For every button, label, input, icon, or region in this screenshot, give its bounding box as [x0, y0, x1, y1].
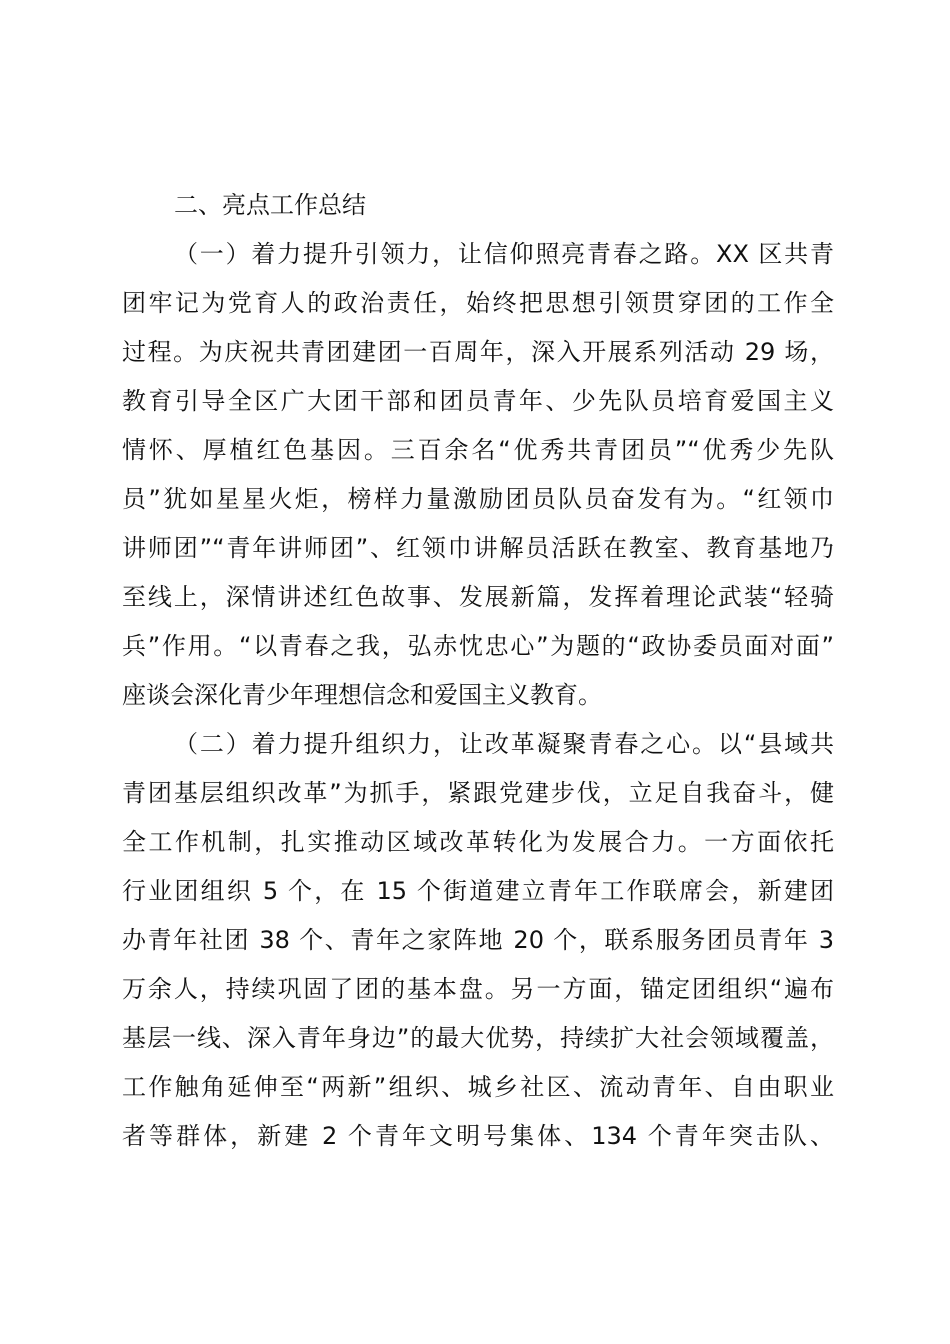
paragraph-line: （一）着力提升引领力，让信仰照亮青春之路。XX 区共青	[174, 240, 834, 268]
paragraph-line: 基层一线、深入青年身边”的最大优势，持续扩大社会领域覆盖，	[122, 1024, 834, 1052]
paragraph-line: 教育引导全区广大团干部和团员青年、少先队员培育爱国主义	[122, 387, 834, 415]
paragraph-line: 团牢记为党育人的政治责任，始终把思想引领贯穿团的工作全	[122, 289, 834, 317]
paragraph-line: 情怀、厚植红色基因。三百余名“优秀共青团员”“优秀少先队	[122, 436, 834, 464]
paragraph-line: 兵”作用。“以青春之我，弘赤忱忠心”为题的“政协委员面对面”	[122, 632, 834, 660]
paragraph-line: 办青年社团 38 个、青年之家阵地 20 个，联系服务团员青年 3	[122, 926, 834, 954]
paragraph-line: 讲师团”“青年讲师团”、红领巾讲解员活跃在教室、教育基地乃	[122, 534, 834, 562]
paragraph-line: 员”犹如星星火炬，榜样力量激励团员队员奋发有为。“红领巾	[122, 485, 834, 513]
paragraph-line: 行业团组织 5 个，在 15 个街道建立青年工作联席会，新建团	[122, 877, 834, 905]
paragraph-line: 者等群体，新建 2 个青年文明号集体、134 个青年突击队、	[122, 1122, 834, 1150]
paragraph-line: 全工作机制，扎实推动区域改革转化为发展合力。一方面依托	[122, 828, 834, 856]
paragraph-line: 至线上，深情讲述红色故事、发展新篇，发挥着理论武装“轻骑	[122, 583, 834, 611]
section-heading: 二、亮点工作总结	[174, 191, 366, 219]
document-body	[122, 183, 834, 1163]
paragraph-line: 过程。为庆祝共青团建团一百周年，深入开展系列活动 29 场，	[122, 338, 834, 366]
paragraph-1	[122, 232, 834, 722]
paragraph-line: （二）着力提升组织力，让改革凝聚青春之心。以“县域共	[174, 730, 834, 758]
paragraph-line: 座谈会深化青少年理想信念和爱国主义教育。	[122, 681, 602, 709]
paragraph-line: 万余人，持续巩固了团的基本盘。另一方面，锚定团组织“遍布	[122, 975, 834, 1003]
paragraph-line: 青团基层组织改革”为抓手，紧跟党建步伐，立足自我奋斗，健	[122, 779, 834, 807]
paragraph-line: 工作触角延伸至“两新”组织、城乡社区、流动青年、自由职业	[122, 1073, 834, 1101]
paragraph-2	[122, 722, 834, 1163]
